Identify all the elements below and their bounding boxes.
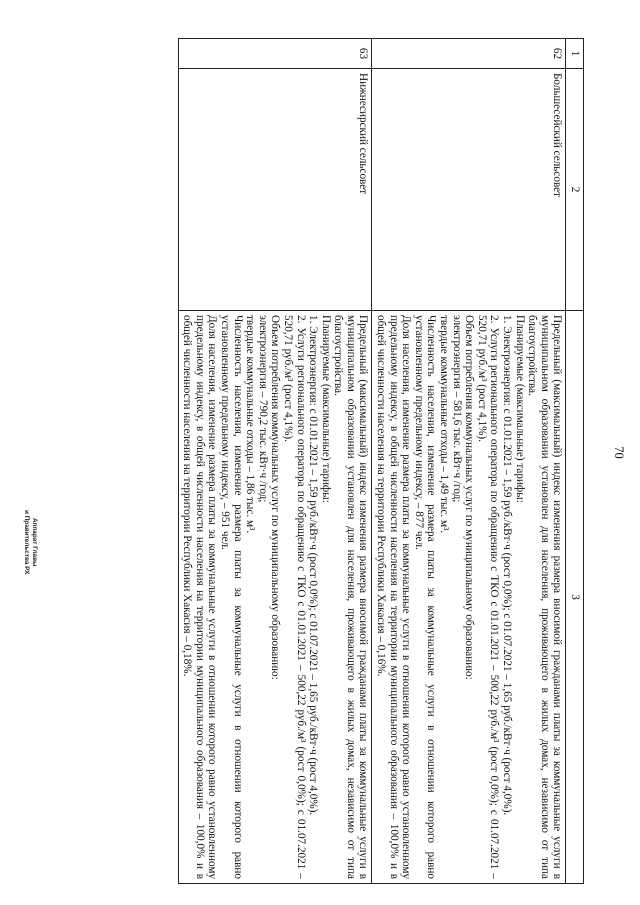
table-header-row [566,39,584,884]
paragraph: 2. Услуги регионального оператора по обращению с ТКО с 01.01.2021 – 500,22 руб./м³ (рост 0,0%); с 01.07.2021 – 520,71 руб./м³ (рост 4,1%). [281,315,307,879]
page-number: 70 [612,446,626,459]
municipality-name: Нижнесирский сельсовет [178,69,372,311]
tariff-description [178,311,372,884]
row-number: 62 [372,39,566,69]
paragraph: Доля населения, изменение размера платы за коммунальные услуги в отношении которого равно установленному предельному индексу, в общей численности населения на территории муниципального образования – 100,0% и в общей численности населения на территории Республики Хакасия – 0,18%. [181,315,219,879]
column-header: 1 [566,39,584,69]
paragraph: Численность населения, изменение размера платы за коммунальные услуги в отношении которого равно установленному предельному индексу, – 877 чел. [412,315,438,879]
paragraph: Доля населения, изменение размера платы за коммунальные услуги в отношении которого равно установленному предельному индексу, в общей численности населения на территории муниципального образования – 100,0% и в общей численности населения на территории Республики Хакасия – 0,16%. [375,315,413,879]
paragraph: Планируемые (максимальные) тарифы: [513,315,526,503]
tariff-description [372,311,566,884]
paragraph: 2. Услуги регионального оператора по обращению с ТКО с 01.01.2021 – 500,22 руб./м³ (рост 0,0%); с 01.07.2021 – 520,71 руб./м³ (рост 4,1%). [475,315,501,879]
paragraph: Планируемые (максимальные) тарифы: [319,315,332,503]
paragraph: твердые коммунальные отходы – 1,49 тыс. м³. [438,315,451,534]
stamp-line: Аппарат Главы [31,517,38,567]
municipality-name: Большесейский сельсовет [372,69,566,311]
stamp-line: и Правительства РХ [23,510,31,575]
paragraph: 1. Электроэнергия: с 01.01.2021 – 1,59 руб./кВт·ч (рост 0,0%); с 01.07.2021 – 1,65 руб./кВт·ч (рост 4,0%). [501,315,514,816]
paragraph: Численность населения, изменение размера платы за коммунальные услуги в отношении которого равно установленному предельному индексу, – 951 чел. [218,315,244,879]
column-header: 3 [566,311,584,884]
paragraph: электроэнергия – 581,6 тыс. кВт·ч /год; [450,315,463,503]
column-header: 2 [566,69,584,311]
paragraph: Предельный (максимальный) индекс изменения размера вносимой гражданами платы за коммунальные услуги в муниципальном образовании установлен для населения, проживающего в жилых домах, независимо от типа благоустройства. [332,315,370,879]
table-row [372,39,566,884]
paragraph: Объем потребления коммунальных услуг по муниципальному образованию: [269,315,282,680]
paragraph: Предельный (максимальный) индекс изменения размера вносимой гражданами платы за коммунальные услуги в муниципальном образовании установлен для населения, проживающего в жилых домах, независимо от типа благоустройства. [526,315,564,879]
paragraph: 1. Электроэнергия: с 01.01.2021 – 1,59 руб./кВт·ч (рост 0,0%); с 01.07.2021 – 1,65 руб./кВт·ч (рост 4,0%). [307,315,320,816]
row-number: 63 [178,39,372,69]
paragraph: твердые коммунальные отходы – 1,86 тыс. м³. [244,315,257,534]
paragraph: электроэнергия – 790,2 тыс. кВт·ч /год; [256,315,269,503]
office-stamp [23,510,38,574]
tariff-table [178,38,584,884]
table-row [178,39,372,884]
paragraph: Объем потребления коммунальных услуг по муниципальному образованию: [463,315,476,680]
